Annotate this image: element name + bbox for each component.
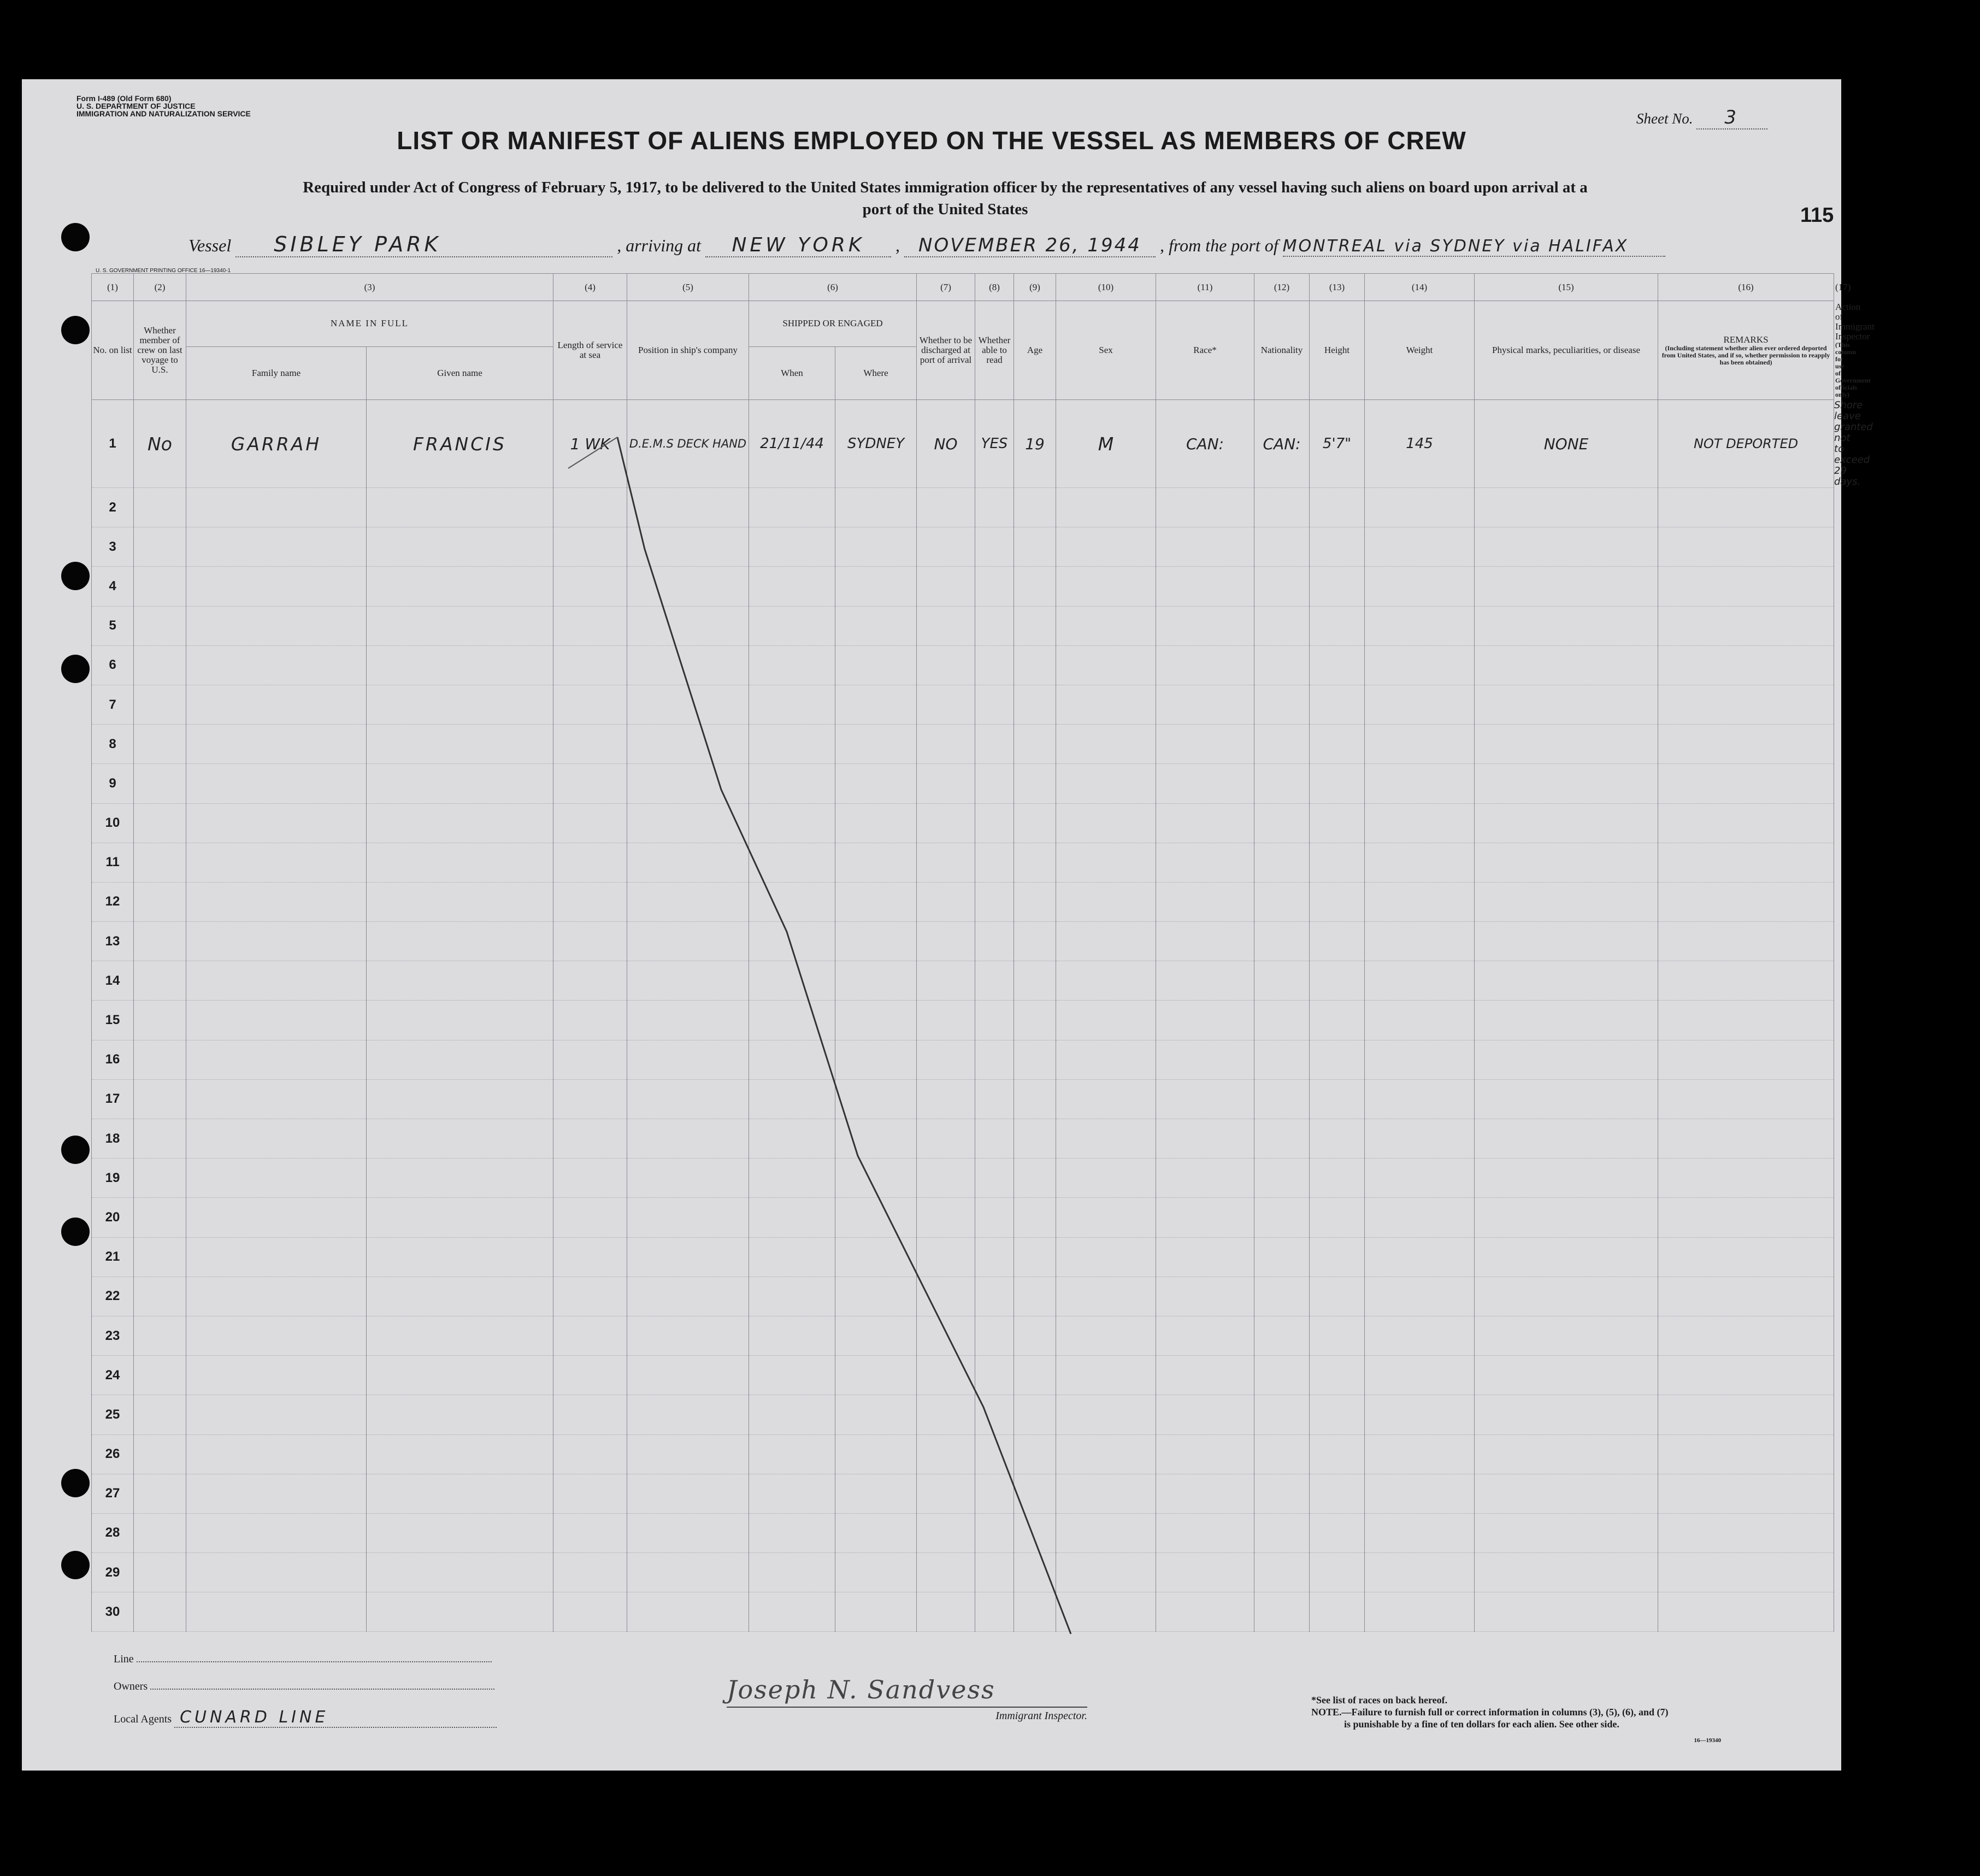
col-12-num: (12) xyxy=(1254,274,1310,301)
races-note: *See list of races on back hereof. xyxy=(1311,1695,1448,1706)
row-number: 16 xyxy=(92,1040,134,1079)
row-number: 28 xyxy=(92,1513,134,1552)
col-13-label: Height xyxy=(1310,301,1365,400)
row-number: 26 xyxy=(92,1434,134,1474)
col-16-note: (Including statement whether alien ever ordered deported from United States, and if so, whether permission to reapply has been obtained) xyxy=(1661,344,1830,366)
row-number: 7 xyxy=(92,685,134,724)
cell-when: 21/11/44 xyxy=(749,400,835,488)
row-number: 3 xyxy=(92,527,134,567)
cell-family-name: GARRAH xyxy=(186,400,367,488)
cell-where: SYDNEY xyxy=(835,400,917,488)
col-5-label: Position in ship's company xyxy=(627,301,749,400)
page-title: LIST OR MANIFEST OF ALIENS EMPLOYED ON THE VESSEL AS MEMBERS OF CREW xyxy=(397,126,1466,155)
col-8-label: Whether able to read xyxy=(975,301,1014,400)
printing-office: U. S. GOVERNMENT PRINTING OFFICE 16—19340-1 xyxy=(96,268,231,274)
row-number: 20 xyxy=(92,1198,134,1237)
owners-field xyxy=(114,1680,497,1708)
row-number: 10 xyxy=(92,803,134,843)
from-label: , from the port of xyxy=(1159,236,1278,255)
row-number: 27 xyxy=(92,1474,134,1513)
cell-read: YES xyxy=(975,400,1014,488)
vessel-label: Vessel xyxy=(188,236,232,255)
col-12-label: Nationality xyxy=(1254,301,1310,400)
col-13-num: (13) xyxy=(1310,274,1365,301)
department-name: U. S. DEPARTMENT OF JUSTICE xyxy=(76,102,196,110)
owners-label: Owners xyxy=(114,1680,148,1692)
col-14-label: Weight xyxy=(1365,301,1475,400)
col-15-label: Physical marks, peculiarities, or disease xyxy=(1475,301,1658,400)
col-3-given-name: Given name xyxy=(367,346,553,399)
line-field xyxy=(114,1653,497,1680)
cell-marks: NONE xyxy=(1475,400,1658,488)
col-6-num: (6) xyxy=(749,274,917,301)
row-number: 12 xyxy=(92,882,134,921)
cell-age: 19 xyxy=(1014,400,1056,488)
row-number: 6 xyxy=(92,645,134,685)
departure-port: MONTREAL via SYDNEY via HALIFAX xyxy=(1283,237,1665,257)
row-number: 11 xyxy=(92,843,134,882)
footer-note xyxy=(1311,1694,1803,1746)
row-number: 30 xyxy=(92,1592,134,1632)
manifest-sheet xyxy=(22,79,1875,1771)
row-number: 8 xyxy=(92,725,134,764)
col-6-where: Where xyxy=(835,346,917,399)
row-number: 18 xyxy=(92,1119,134,1158)
row-number: 29 xyxy=(92,1553,134,1592)
inspector-signature-block xyxy=(727,1675,1087,1722)
row-number: 9 xyxy=(92,764,134,803)
agents-label: Local Agents xyxy=(114,1713,172,1725)
note-line2: is punishable by a fine of ten dollars for each alien. See other side. xyxy=(1344,1719,1619,1730)
cell-position: D.E.M.S DECK HAND xyxy=(627,400,749,488)
cell-sex: M xyxy=(1056,400,1156,488)
col-9-label: Age xyxy=(1014,301,1056,400)
col-11-num: (11) xyxy=(1156,274,1254,301)
col-8-num: (8) xyxy=(975,274,1014,301)
agents-field xyxy=(114,1708,497,1735)
row-number: 19 xyxy=(92,1158,134,1198)
col-2-label: Whether member of crew on last voyage to U.S. xyxy=(134,301,186,400)
col-10-num: (10) xyxy=(1056,274,1156,301)
col-14-num: (14) xyxy=(1365,274,1475,301)
footer-fields xyxy=(114,1653,497,1735)
table-row: 1 No GARRAH FRANCIS 1 WK D.E.M.S DECK HAND 21/11/44 SYDNEY NO YES 19 M CAN: CAN: 5'7" 145 NONE NOT DEPORTED Shore leave granted not to exceed 29 days. xyxy=(92,400,1834,488)
col-16-label: REMARKS xyxy=(1723,334,1769,345)
col-6-label: SHIPPED OR ENGAGED xyxy=(749,301,917,347)
cell-nationality: CAN: xyxy=(1254,400,1310,488)
row-number: 21 xyxy=(92,1237,134,1277)
col-4-label: Length of service at sea xyxy=(553,301,627,400)
cell-last-voyage: No xyxy=(134,400,186,488)
col-4-num: (4) xyxy=(553,274,627,301)
row-number: 22 xyxy=(92,1277,134,1316)
col-2-num: (2) xyxy=(134,274,186,301)
sheet-label: Sheet No. xyxy=(1636,110,1693,127)
line-label: Line xyxy=(114,1653,134,1665)
row-number: 25 xyxy=(92,1395,134,1434)
crew-table: (1) (2) (3) (4) (5) (6) (7) (8) (9) (10) (11) (12) (13) (14) (15) (16) (17) No. on list Whether member of crew on last voyage to U.S. NAME IN FULL Length of service at sea Position in ship's company SHIPPED OR ENGAGED Whether to be discharged at port of arrival Whether able to read Age Sex Race* Nationality Height Weight Physical marks, peculiarities, or disease REMARKS (Including statement whether alien ever ordered deported from United States, and if so, whether permission to reapply has been obtained) Action of Immigrant Inspector (This column for use of Government officials only) Family name Given name When Where 1 No GARRAH FRANCIS 1 WK D.E.M.S DECK HAND 21/11/44 SYDNEY NO YES 19 M CAN: CAN: 5'7" 145 NONE NOT DEPORTED Shore leave granted not to exceed 29 days. 2 3 4 5 6 7 8 9 10 11 12 13 14 15 16 17 18 19 20 21 22 23 24 25 26 27 28 29 30 xyxy=(91,273,1834,1632)
col-7-num: (7) xyxy=(917,274,975,301)
row-number: 23 xyxy=(92,1316,134,1355)
col-1-num: (1) xyxy=(92,274,134,301)
row-number: 4 xyxy=(92,567,134,606)
cell-service: 1 WK xyxy=(553,400,627,488)
arriving-label: , arriving at xyxy=(617,236,701,255)
inspector-label: Immigrant Inspector. xyxy=(995,1710,1087,1722)
col-7-label: Whether to be discharged at port of arrival xyxy=(917,301,975,400)
row-number: 1 xyxy=(92,400,134,488)
row-number: 2 xyxy=(92,488,134,527)
col-1-label: No. on list xyxy=(92,301,134,400)
agents-value: CUNARD LINE xyxy=(174,1708,497,1728)
row-number: 14 xyxy=(92,961,134,1001)
cell-remarks: NOT DEPORTED xyxy=(1658,400,1834,488)
col-3-label: NAME IN FULL xyxy=(186,301,553,347)
cell-height: 5'7" xyxy=(1310,400,1365,488)
row-number: 17 xyxy=(92,1079,134,1119)
col-3-num: (3) xyxy=(186,274,553,301)
page-number: 115 xyxy=(1800,204,1834,227)
col-11-label: Race* xyxy=(1156,301,1254,400)
subtitle-line1: Required under Act of Congress of February 5, 1917, to be delivered to the United States immigration officer by the representatives of any vessel having such aliens on board upon arrival at a xyxy=(303,179,1588,196)
cancellation-line xyxy=(22,79,1841,1771)
subtitle-line2: port of the United States xyxy=(862,201,1028,218)
cell-discharged: NO xyxy=(917,400,975,488)
col-9-num: (9) xyxy=(1014,274,1056,301)
inspector-signature: Joseph N. Sandvess xyxy=(727,1675,1087,1708)
col-5-num: (5) xyxy=(627,274,749,301)
col-16-num: (16) xyxy=(1658,274,1834,301)
vessel-line: Vessel SIBLEY PARK , arriving at NEW YORK , NOVEMBER 26, 1944 , from the port of MONTREAL via SYDNEY via HALIFAX xyxy=(188,232,1773,257)
cell-given-name: FRANCIS xyxy=(367,400,553,488)
sheet-value: 3 xyxy=(1696,107,1767,130)
arriving-port: NEW YORK xyxy=(705,234,891,257)
col-10-label: Sex xyxy=(1056,301,1156,400)
row-number: 15 xyxy=(92,1001,134,1040)
col-6-when: When xyxy=(749,346,835,399)
arrival-date: NOVEMBER 26, 1944 xyxy=(904,234,1156,257)
col-15-num: (15) xyxy=(1475,274,1658,301)
row-number: 5 xyxy=(92,606,134,645)
col-3-family-name: Family name xyxy=(186,346,367,399)
cell-race: CAN: xyxy=(1156,400,1254,488)
service-name: IMMIGRATION AND NATURALIZATION SERVICE xyxy=(76,109,251,118)
note-line1: NOTE.—Failure to furnish full or correct information in columns (3), (5), (6), and (7) xyxy=(1311,1707,1669,1718)
row-number: 13 xyxy=(92,922,134,961)
form-number: Form I-489 (Old Form 680) xyxy=(76,94,172,103)
form-code: 16—19340 xyxy=(1694,1737,1721,1744)
row-number: 24 xyxy=(92,1356,134,1395)
cell-weight: 145 xyxy=(1365,400,1475,488)
vessel-name: SIBLEY PARK xyxy=(235,232,612,257)
